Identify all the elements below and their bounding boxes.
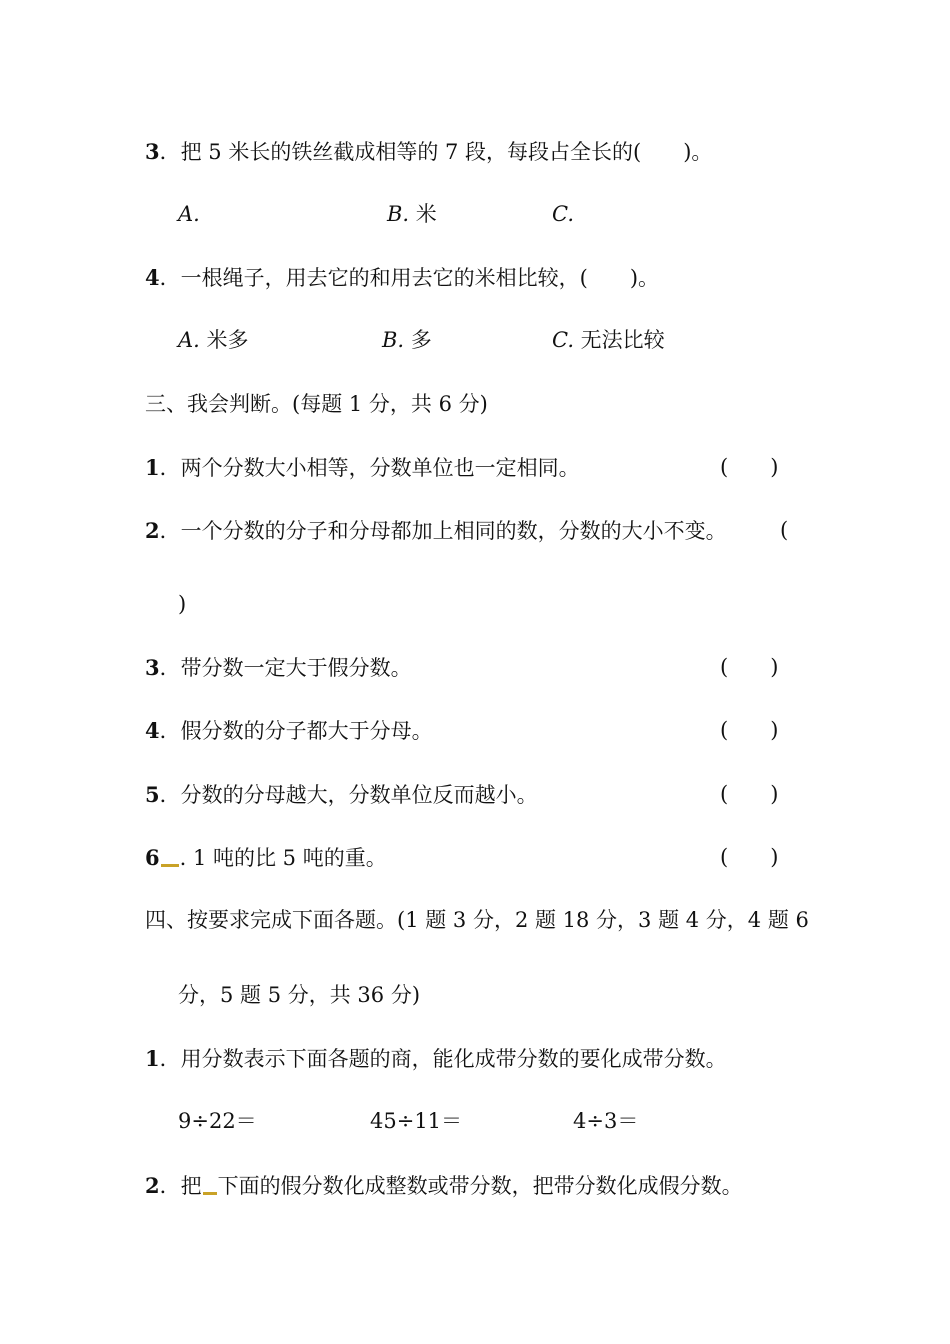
question-text: ．一根绳子，用去它的和用去它的米相比较，( )。 xyxy=(159,266,660,290)
question-4 xyxy=(145,267,659,289)
item-text: ．一个分数的分子和分母都加上相同的数，分数的大小不变。 xyxy=(159,519,727,543)
section-4-question-2 xyxy=(145,1175,743,1197)
section-3-title: 三、我会判断。(每题 1 分，共 6 分) xyxy=(145,392,488,416)
q3-option-b xyxy=(387,204,437,225)
section-4-title-line2: 分，5 题 5 分，共 36 分) xyxy=(178,983,421,1007)
option-letter: B. xyxy=(382,328,405,352)
q3-option-a xyxy=(178,204,200,225)
question-number: 1 xyxy=(145,1046,160,1071)
q4-option-b xyxy=(382,330,432,351)
judge-item-1 xyxy=(145,457,580,479)
section-4-title-line1: 四、按要求完成下面各题。(1 题 3 分，2 题 18 分，3 题 4 分，4 题 6 xyxy=(145,908,809,932)
question-text: ．把 5 米长的铁丝截成相等的 7 段，每段占全长的( )。 xyxy=(159,140,713,164)
item-text: ．带分数一定大于假分数。 xyxy=(159,656,412,680)
option-letter: A. xyxy=(178,328,200,352)
highlight-mark xyxy=(161,864,179,867)
question-number: 4 xyxy=(145,265,160,290)
option-text: 米 xyxy=(409,202,437,226)
option-text: 无法比较 xyxy=(574,328,665,352)
option-letter: C. xyxy=(552,328,574,352)
item-text: ．分数的分母越大，分数单位反而越小。 xyxy=(159,783,538,807)
question-text-a: ．把 xyxy=(159,1174,202,1198)
option-text: 米多 xyxy=(199,328,249,352)
answer-paren[interactable]: ( ) xyxy=(720,845,779,869)
highlight-mark xyxy=(203,1192,217,1195)
q4-option-a xyxy=(178,330,249,351)
judge-item-2 xyxy=(145,520,727,542)
option-letter: A. xyxy=(178,202,200,226)
answer-paren[interactable]: ( ) xyxy=(720,782,779,806)
item-number: 1 xyxy=(145,455,160,480)
item-number: 4 xyxy=(145,718,160,743)
q4-option-c xyxy=(552,330,665,351)
question-text: ．用分数表示下面各题的商，能化成带分数的要化成带分数。 xyxy=(159,1047,727,1071)
item-text: ．两个分数大小相等，分数单位也一定相同。 xyxy=(159,456,580,480)
item-text: ．假分数的分子都大于分母。 xyxy=(159,719,433,743)
question-number: 2 xyxy=(145,1173,160,1198)
expression-2: 45÷11＝ xyxy=(370,1109,463,1133)
item-number: 6 xyxy=(145,845,160,870)
expression-1: 9÷22＝ xyxy=(178,1109,257,1133)
judge-item-5 xyxy=(145,784,538,806)
judge-item-4 xyxy=(145,720,433,742)
answer-paren-close: ) xyxy=(178,592,187,616)
option-letter: B. xyxy=(387,202,410,226)
item-number: 3 xyxy=(145,655,160,680)
answer-paren[interactable]: ( ) xyxy=(720,718,779,742)
judge-item-6 xyxy=(145,847,387,869)
question-3 xyxy=(145,141,712,163)
question-number: 3 xyxy=(145,139,160,164)
option-letter: C. xyxy=(552,202,574,226)
item-number: 5 xyxy=(145,782,160,807)
answer-paren-open[interactable]: ( xyxy=(780,518,789,542)
expression-3: 4÷3＝ xyxy=(573,1109,639,1133)
option-text: 多 xyxy=(404,328,432,352)
section-4-question-1 xyxy=(145,1048,727,1070)
answer-paren[interactable]: ( ) xyxy=(720,655,779,679)
q3-option-c xyxy=(552,204,574,225)
item-text: . 1 吨的比 5 吨的重。 xyxy=(179,846,387,870)
answer-paren[interactable]: ( ) xyxy=(720,455,779,479)
item-number: 2 xyxy=(145,518,160,543)
judge-item-3 xyxy=(145,657,412,679)
question-text-b: 下面的假分数化成整数或带分数，把带分数化成假分数。 xyxy=(217,1174,743,1198)
